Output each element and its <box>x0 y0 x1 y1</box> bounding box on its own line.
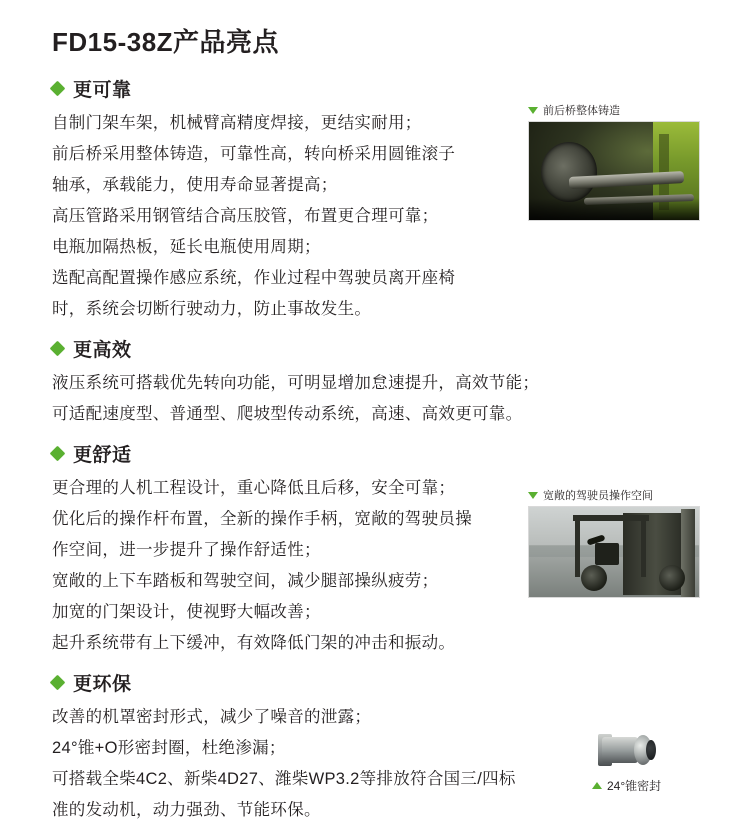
section-body <box>52 702 572 826</box>
body-line: 选配高配置操作感应系统，作业过程中驾驶员离开座椅 <box>52 269 456 287</box>
figure-image-cab <box>528 506 700 598</box>
triangle-down-icon <box>528 492 538 499</box>
green-diamond-icon <box>50 446 66 462</box>
section-header <box>52 75 725 102</box>
figure-caption-text: 前后桥整体铸造 <box>543 105 620 117</box>
section-body <box>52 473 512 659</box>
figure-caption <box>528 102 700 118</box>
body-line: 准的发动机，动力强劲、节能环保。 <box>52 801 321 819</box>
section-body <box>52 368 572 430</box>
body-line: 宽敞的上下车踏板和驾驶空间，减少腿部操纵疲劳； <box>52 572 439 590</box>
body-line: 电瓶加隔热板，延长电瓶使用周期； <box>52 238 321 256</box>
guard-post <box>641 515 646 577</box>
triangle-down-icon <box>528 107 538 114</box>
front-wheel <box>581 565 607 591</box>
figure-caption-text: 24°锥密封 <box>607 779 662 793</box>
body-line: 作空间，进一步提升了操作舒适性； <box>52 541 321 559</box>
green-diamond-icon <box>50 81 66 97</box>
body-line: 时，系统会切断行驶动力，防止事故发生。 <box>52 300 372 318</box>
section-header <box>52 335 725 362</box>
section-body <box>52 108 522 325</box>
operator-seat <box>595 543 619 565</box>
body-line: 可适配速度型、普通型、爬坡型传动系统，高速、高效更可靠。 <box>52 405 523 423</box>
section-title: 更可靠 <box>73 80 132 101</box>
figure-caption-text: 宽敞的驾驶员操作空间 <box>543 490 653 502</box>
section-header <box>52 440 725 467</box>
figure-caption <box>528 487 700 503</box>
section-title: 更高效 <box>73 340 132 361</box>
figure-image-axle <box>528 121 700 221</box>
figure-axle-casting <box>528 102 700 221</box>
page-title: FD15-38Z产品亮点 <box>52 27 280 57</box>
section-title: 更舒适 <box>73 445 132 466</box>
body-line: 起升系统带有上下缓冲，有效降低门架的冲击和振动。 <box>52 634 456 652</box>
body-line: 优化后的操作杆布置，全新的操作手柄，宽敞的驾驶员操 <box>52 510 472 528</box>
body-line: 液压系统可搭载优先转向功能，可明显增加怠速提升，高效节能； <box>52 374 540 392</box>
body-line: 更合理的人机工程设计，重心降低且后移，安全可靠； <box>52 479 456 497</box>
figure-cone-seal <box>592 727 661 794</box>
seal-body <box>602 737 638 763</box>
body-line: 加宽的门架设计，使视野大幅改善； <box>52 603 321 621</box>
guard-post <box>575 515 580 577</box>
section-header <box>52 669 725 696</box>
body-line: 高压管路采用钢管结合高压胶管，布置更合理可靠； <box>52 207 439 225</box>
body-line: 自制门架车架，机械臂高精度焊接，更结实耐用； <box>52 114 422 132</box>
green-diamond-icon <box>50 675 66 691</box>
wheel-hub <box>541 142 597 202</box>
photo-shadow <box>529 198 699 220</box>
green-diamond-icon <box>50 341 66 357</box>
body-line: 可搭载全柴4C2、新柴4D27、潍柴WP3.2等排放符合国三/四标 <box>52 770 516 788</box>
overhead-guard <box>573 515 649 521</box>
body-line: 轴承，承载能力，使用寿命显著提高； <box>52 176 338 194</box>
body-line: 24°锥+O形密封圈，杜绝渗漏； <box>52 739 286 757</box>
seal-cap <box>646 740 656 760</box>
figure-image-seal <box>596 727 658 773</box>
triangle-up-icon <box>592 782 602 789</box>
section-title: 更环保 <box>73 674 132 695</box>
figure-caption <box>592 777 661 794</box>
body-line: 改善的机罩密封形式，减少了噪音的泄露； <box>52 708 372 726</box>
section-more-efficient <box>52 335 725 430</box>
figure-operator-space <box>528 487 700 598</box>
body-line: 前后桥采用整体铸造，可靠性高，转向桥采用圆锥滚子 <box>52 145 456 163</box>
rear-wheel <box>659 565 685 591</box>
